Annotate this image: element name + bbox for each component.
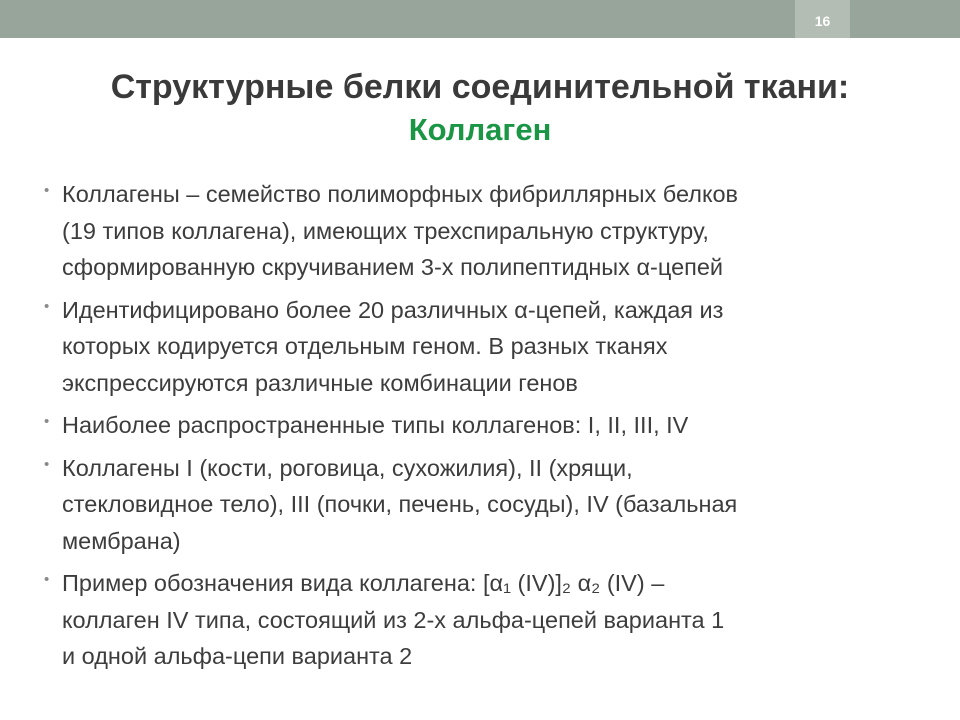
bullet-line: стекловидное тело), III (почки, печень, сосуды), IV (базальная [62, 491, 738, 517]
bullet-line: Коллагены I (кости, роговица, сухожилия), II (хрящи, [62, 454, 633, 481]
bullet-dot-icon: • [44, 297, 50, 315]
bullet-text [62, 292, 934, 402]
bullet-list [44, 176, 934, 681]
bullet-item [44, 407, 934, 444]
bullet-dot-icon: • [44, 413, 50, 430]
bullet-dot-icon: • [44, 182, 50, 199]
bullet-line: Идентифицировано более 20 различных α-цепей, каждая из [62, 296, 724, 323]
bullet-line: которых кодируется отдельным геном. В разных тканях [62, 333, 668, 359]
bullet-line: Наиболее распространенные типы коллагенов: I, II, III, IV [62, 412, 689, 438]
page-number: 16 [814, 13, 831, 29]
bullet-dot-icon: • [44, 571, 50, 588]
slide-title [40, 66, 920, 150]
bullet-item [44, 292, 934, 402]
bullet-line: экспрессируются различные комбинации генов [62, 369, 578, 396]
bullet-line: Пример обозначения вида коллагена: [α₁ (IV)]₂ α₂ (IV) – [62, 570, 665, 596]
bullet-item [44, 176, 934, 286]
bullet-text [62, 565, 934, 675]
top-bar [0, 0, 960, 38]
bullet-item [44, 450, 934, 560]
bullet-text [62, 176, 934, 286]
bullet-dot-icon: • [44, 455, 50, 473]
bullet-text [62, 407, 934, 444]
bullet-line: (19 типов коллагена), имеющих трехспиральную структуру, [62, 217, 709, 244]
bullet-line: сформированную скручиванием 3-х полипептидных α-цепей [62, 254, 724, 280]
title-main: Структурные белки соединительной ткани: [110, 68, 850, 106]
page-number-box [795, 0, 850, 38]
bullet-item [44, 565, 934, 675]
bullet-text [62, 450, 934, 560]
bullet-line: мембрана) [62, 527, 181, 554]
title-subtitle: Коллаген [408, 112, 552, 147]
bullet-line: Коллагены – семейство полиморфных фибриллярных белков [62, 181, 739, 207]
bullet-line: и одной альфа-цепи варианта 2 [62, 643, 413, 669]
bullet-line: коллаген IV типа, состоящий из 2-х альфа-цепей варианта 1 [62, 606, 725, 633]
